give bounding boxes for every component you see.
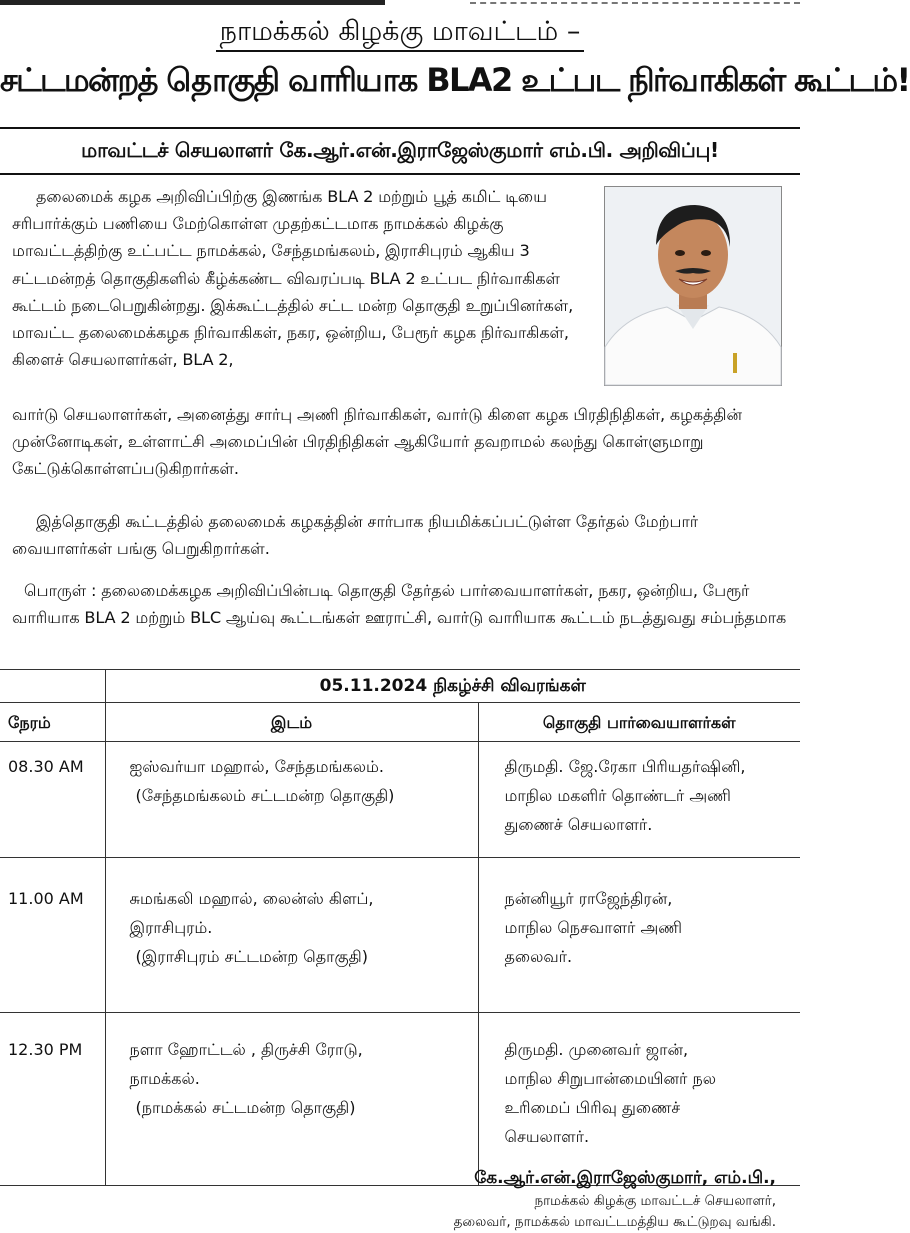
signatory-role: தலைவர், நாமக்கல் மாவட்டமத்திய கூட்டுறவு வங்கி. (453, 1214, 776, 1230)
observer-line: நன்னியூர் ராஜேந்திரன், (504, 889, 673, 908)
portrait-illustration (605, 187, 781, 385)
intro-paragraph: தலைமைக் கழக அறிவிப்பிற்கு இணங்க BLA 2 மற்றும் பூத் கமிட் டியை சரிபார்க்கும் பணியை மேற்கொள்ள முதற்கட்டமாக நாமக்கல் கிழக்கு மாவட்டத்திற்கு உட்பட்ட நாமக்கல், சேந்தமங்கலம், இராசிபுரம் ஆகிய 3 சட்டமன்றத் தொகுதிகளில் கீழ்க்கண்ட விவரப்படி BLA 2 உட்பட நிர்வாகிகள் கூட்டம் நடைபெறுகின்றது. இக்கூட்டத்தில் சட்ட மன்ற தொகுதி உறுப்பினர்கள், மாவட்ட தலைமைக்கழக நிர்வாகிகள், நகர, ஒன்றிய, பேரூர் கழக நிர்வாகிகள், கிளைச் செயலாளர்கள், BLA 2, (12, 187, 574, 370)
venue-cell (105, 858, 478, 1013)
signatory-role: நாமக்கல் கிழக்கு மாவட்டச் செயலாளர், (534, 1193, 776, 1209)
observer-cell (478, 1013, 800, 1186)
column-header-observers: தொகுதி பார்வையாளர்கள் (478, 703, 800, 742)
table-row (0, 858, 800, 1013)
signature-block (454, 1165, 776, 1233)
date-row (0, 670, 800, 703)
column-header-venue: இடம் (105, 703, 478, 742)
announcement-band (0, 127, 800, 175)
top-dashed-rule (470, 2, 800, 4)
top-rule (0, 0, 800, 6)
observer-line: மாநில நெசவாளர் அணி (504, 918, 683, 937)
table-row (0, 1013, 800, 1186)
venue-line: நாமக்கல். (129, 1069, 200, 1088)
observer-line: மாநில சிறுபான்மையினர் நல (504, 1069, 716, 1088)
top-solid-rule (0, 0, 385, 5)
date-heading: 05.11.2024 நிகழ்ச்சி விவரங்கள் (105, 670, 800, 703)
signatory-name: கே.ஆர்.என்.இராஜேஸ்குமார், எம்.பி., (474, 1168, 776, 1188)
observer-cell (478, 742, 800, 858)
venue-line: ஐஸ்வர்யா மஹால், சேந்தமங்கலம். (129, 757, 384, 776)
observer-cell (478, 858, 800, 1013)
venue-line: (சேந்தமங்கலம் சட்டமன்ற தொகுதி) (135, 786, 395, 805)
venue-cell (105, 742, 478, 858)
observer-line: உரிமைப் பிரிவு துணைச் (504, 1098, 681, 1117)
venue-line: (இராசிபுரம் சட்டமன்ற தொகுதி) (135, 947, 368, 966)
venue-line: சுமங்கலி மஹால், லைன்ஸ் கிளப், (129, 889, 374, 908)
column-header-row (0, 703, 800, 742)
subject-paragraph: பொருள் : தலைமைக்கழக அறிவிப்பின்படி தொகுதி தேர்தல் பார்வையாளர்கள், நகர, ஒன்றிய, பேரூர் வாரியாக BLA 2 மற்றும் BLC ஆய்வு கூட்டங்கள் ஊராட்சி, வார்டு வாரியாக கூட்டம் நடத்துவது சம்பந்தமாக (12, 581, 787, 628)
observer-line: திருமதி. ஜே.ரேகா பிரியதர்ஷினி, (504, 757, 746, 776)
portrait-photo (604, 186, 782, 386)
time-cell: 11.00 AM (0, 858, 105, 1013)
headline: சட்டமன்றத் தொகுதி வாரியாக BLA2 உட்பட நிர்வாகிகள் கூட்டம்! (0, 61, 910, 99)
announcement-text: மாவட்டச் செயலாளர் கே.ஆர்.என்.இராஜேஸ்குமார் எம்.பி. அறிவிப்பு! (81, 137, 719, 162)
observers-paragraph: இத்தொகுதி கூட்டத்தில் தலைமைக் கழகத்தின் சார்பாக நியமிக்கப்பட்டுள்ள தேர்தல் மேற்பார் வையாளர்கள் பங்கு பெறுகிறார்கள். (12, 512, 699, 559)
time-cell: 08.30 AM (0, 742, 105, 858)
venue-line: (நாமக்கல் சட்டமன்ற தொகுதி) (135, 1098, 356, 1117)
observer-line: துணைச் செயலாளர். (504, 815, 653, 834)
observer-line: தலைவர். (504, 947, 573, 966)
intro-paragraph-continued: வார்டு செயலாளர்கள், அனைத்து சார்பு அணி நிர்வாகிகள், வார்டு கிளை கழக பிரதிநிதிகள், கழகத்தின் முன்னோடிகள், உள்ளாட்சி அமைப்பின் பிரதிநிதிகள் ஆகியோர் தவறாமல் கலந்து கொள்ளுமாறு கேட்டுக்கொள்ளப்படுகிறார்கள். (12, 405, 742, 479)
venue-cell (105, 1013, 478, 1186)
district-subheading: நாமக்கல் கிழக்கு மாவட்டம் – (216, 14, 585, 52)
column-header-time: நேரம் (0, 703, 105, 742)
observer-line: செயலாளர். (504, 1127, 590, 1146)
date-row-spacer (0, 670, 105, 703)
venue-line: நளா ஹோட்டல் , திருச்சி ரோடு, (129, 1040, 363, 1059)
observer-line: மாநில மகளிர் தொண்டர் அணி (504, 786, 731, 805)
observer-line: திருமதி. முனைவர் ஜான், (504, 1040, 689, 1059)
venue-line: இராசிபுரம். (129, 918, 213, 937)
table-row (0, 742, 800, 858)
time-cell: 12.30 PM (0, 1013, 105, 1186)
schedule-table (0, 669, 800, 1186)
header (0, 14, 910, 102)
